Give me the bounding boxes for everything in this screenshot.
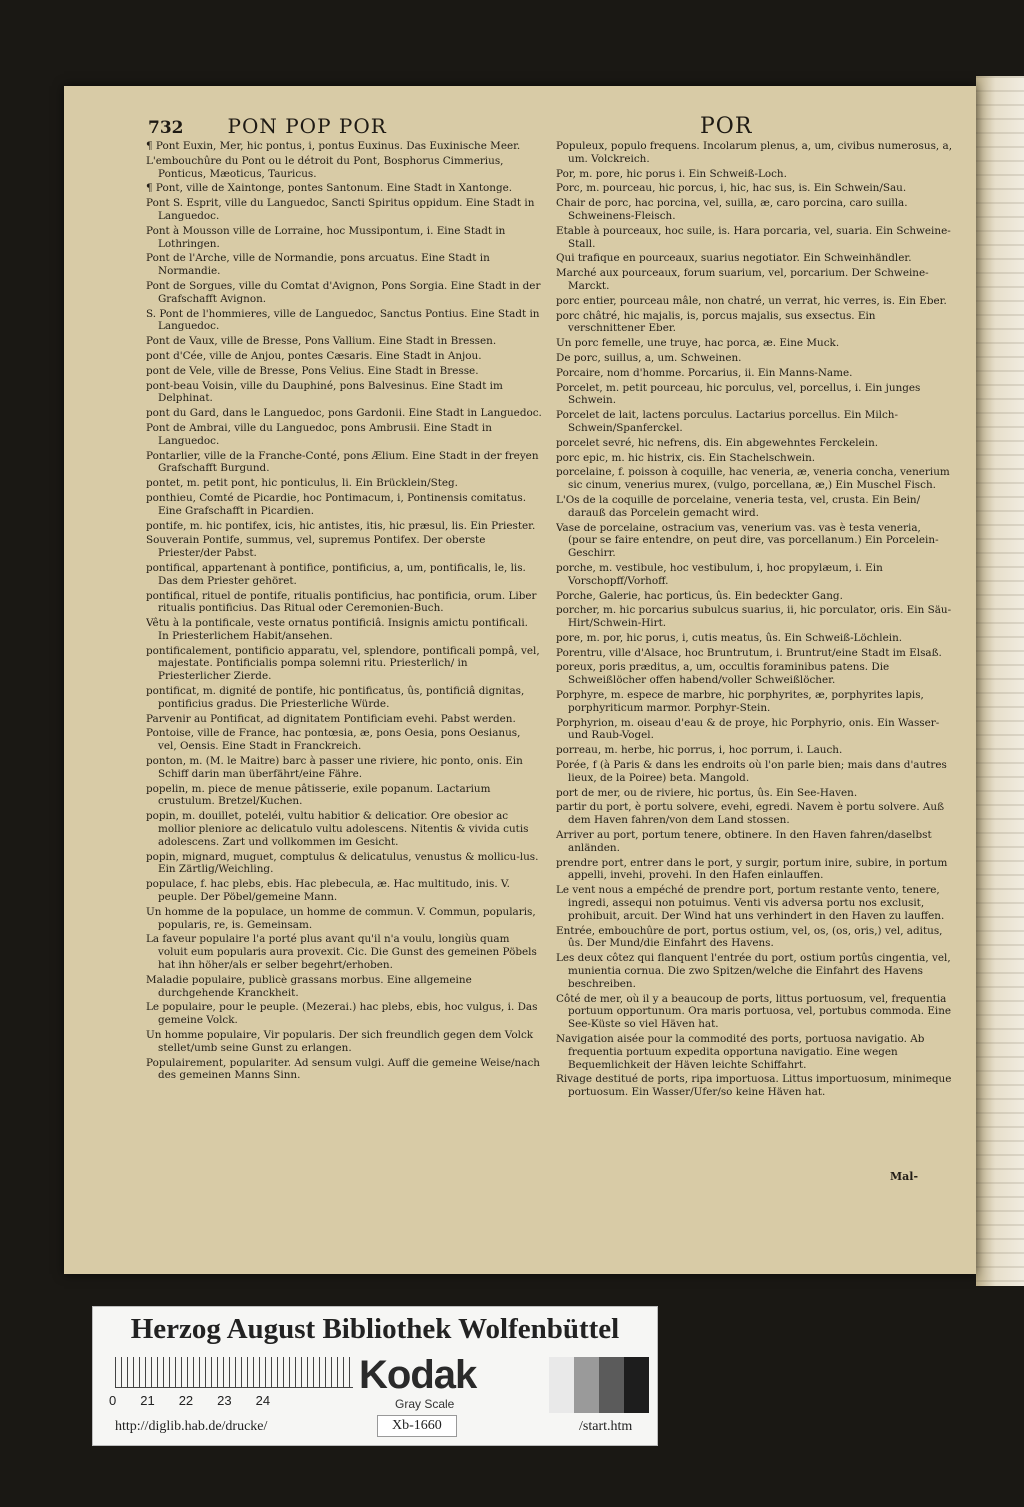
dictionary-entry: pontife, m. hic pontifex, icis, hic antistes, itis, hic præsul, lis. Ein Priester. [146,519,536,532]
dictionary-entry: Vêtu à la pontificale, veste ornatus pontificiâ. Insignis amictu pontificali. In Priesterlichem Habit/ansehen. [146,617,528,642]
dictionary-entry: pontifical, appartenant à pontifice, pontificius, a, um, pontificalis, le, lis. Das dem Priester gehöret. [146,561,526,587]
dictionary-entry: Marché aux pourceaux, forum suarium, vel, porcarium. Der Schweine-Marckt. [556,267,929,292]
dictionary-entry: pontifical, rituel de pontife, ritualis pontificius, hac pontificia, orum. Liber ritualis pontificius. Das Ritual oder Ceremonien-Buch. [146,589,537,615]
dictionary-entry: popin, m. douillet, poteléi, vultu habitior & delicatior. Ore obesior ac mollior pleniore ac delicatulo vultu adolescens. Nitentis & vivida cutis adolescens. Zart und vollkommen im Gesicht. [146,810,529,848]
dictionary-entry: S. Pont de l'hommieres, ville de Languedoc, Sanctus Pontius. Eine Stadt in Languedoc. [146,307,540,333]
dictionary-entry: Populeux, populo frequens. Incolarum plenus, a, um, civibus numerosus, a, um. Volckreich. [556,140,952,165]
dictionary-entry: porcher, m. hic porcarius subulcus suarius, ii, hic porculator, oris. Ein Säu-Hirt/Schwein-Hirt. [556,604,952,630]
color-target-card [92,1306,658,1446]
dictionary-entry: pontificat, m. dignité de pontife, hic pontificatus, ûs, pontificiâ dignitas, pontificius gradus. Die Priesterliche Würde. [146,685,525,710]
dictionary-entry: Porentru, ville d'Alsace, hoc Bruntrutum, i. Bruntrut/eine Stadt im Elsaß. [556,646,942,659]
dictionary-entry: porc epic, m. hic histrix, cis. Ein Stachelschwein. [556,451,816,464]
dictionary-entry: ¶ Pont Euxin, Mer, hic pontus, i, pontus Euxinus. Das Euxinische Meer. [146,140,521,152]
running-head-left: PON POP POR [227,114,387,138]
dictionary-entry: prendre port, entrer dans le port, y surgir, portum inire, subire, in portum appelli, invehi, provehi. In den Hafen einlauffen. [556,856,948,882]
dictionary-entry: L'embouchûre du Pont ou le détroit du Pont, Bosphorus Cimmerius, Ponticus, Mæoticus, Tauricus. [146,154,504,180]
dictionary-entry: Le populaire, pour le peuple. (Mezerai.) hac plebs, ebis, hoc vulgus, i. Das gemeine Volck. [146,1001,538,1027]
dictionary-entry: Porphyre, m. espece de marbre, hic porphyrites, æ, porphyrites lapis, porphyriticum marmor. Porphyr-Stein. [556,689,924,714]
library-name: Herzog August Bibliothek Wolfenbüttel [130,1313,620,1345]
dictionary-entry: pont-beau Voisin, ville du Dauphiné, pons Balvesinus. Eine Stadt im Delphinat. [146,379,503,405]
dictionary-entry: Pontarlier, ville de la Franche-Conté, pons Ælium. Eine Stadt in der freyen Grafschafft Burgund. [146,449,539,475]
dictionary-entry: Vase de porcelaine, ostracium vas, venerium vas. vas è testa veneria, (pour se faire entendre, on peut dire, vas porcellanum.) Ein Porcelein-Geschirr. [556,521,939,560]
dictionary-entry: Rivage destitué de ports, ripa importuosa. Littus importuosum, minimeque portuosum. Ein Wasser/Ufer/so keine Häven hat. [556,1073,952,1099]
dictionary-entry: Pont de Sorgues, ville du Comtat d'Avignon, Pons Sorgia. Eine Stadt in der Grafschafft Avignon. [146,279,541,305]
dictionary-entry: Etable à pourceaux, hoc suile, is. Hara porcaria, vel, suaria. Ein Schweine-Stall. [556,224,951,250]
dictionary-entry: pontificalement, pontificio apparatu, vel, splendore, pontificali pompâ, vel, majestate. Pontificialis pompa solemni ritu. Priesterlich/ in Priesterlicher Zierde. [146,644,540,683]
scale-number: 23 [217,1393,232,1408]
dictionary-entry: pont d'Cée, ville de Anjou, pontes Cæsaris. Eine Stadt in Anjou. [146,349,482,362]
dictionary-entry: Porcaire, nom d'homme. Porcarius, ii. Ein Manns-Name. [556,366,853,379]
dictionary-entry: Chair de porc, hac porcina, vel, suilla, æ, caro porcina, caro suilla. Schweinens-Fleisch. [556,197,908,222]
dictionary-entry: Pont S. Esprit, ville du Languedoc, Sancti Spiritus oppidum. Eine Stadt in Languedoc. [146,197,535,222]
dictionary-entry: Un porc femelle, une truye, hac porca, æ. Eine Muck. [556,337,840,350]
dictionary-entry: porc entier, pourceau mâle, non chatré, un verrat, hic verres, is. Ein Eber. [556,294,947,307]
dictionary-entry: L'Os de la coquille de porcelaine, veneria testa, vel, crusta. Ein Bein/ darauß das Porcelein gemacht wird. [556,493,921,519]
folio-number: 732 [148,118,184,138]
dictionary-entry: porcelaine, f. poisson à coquille, hac veneria, æ, veneria concha, venerium sic cinum, venerius murex, (vulgo, porcellana, æ,) Ein Muschel Fisch. [556,466,950,492]
dictionary-entry: Pont de l'Arche, ville de Normandie, pons arcuatus. Eine Stadt in Normandie. [146,252,490,278]
gray-patch [574,1357,599,1413]
running-head-right: POR [700,114,753,139]
dictionary-entry: popelin, m. piece de menue pâtisserie, exile popanum. Lactarium crustulum. Bretzel/Kuchen. [146,782,491,808]
gray-scale-label: Gray Scale [395,1397,455,1411]
dictionary-entry: Souverain Pontife, summus, vel, supremus Pontifex. Der oberste Priester/der Pabst. [146,534,486,560]
dictionary-entry: Porche, Galerie, hac porticus, ûs. Ein bedeckter Gang. [556,589,843,602]
dictionary-entry: La faveur populaire l'a porté plus avant qu'il n'a voulu, longiùs quam voluit eum popularis aura provexit. Cic. Die Gunst des gemeinen Pöbels hat ihn höher/als er selber begehrt/erhoben. [146,933,537,972]
dictionary-entry: Le vent nous a empéché de prendre port, portum restante vento, tenere, ingredi, assequi non potuimus. Venti vis adversa portu nos exclusit, prohibuit, arcuit. Der Wind hat uns verhindert in den Haven zu lauffen. [556,884,945,922]
dictionary-entry: Pont à Mousson ville de Lorraine, hoc Mussipontum, i. Eine Stadt in Lothringen. [146,224,506,250]
dictionary-entry: porcelet sevré, hic nefrens, dis. Ein abgewehntes Ferckelein. [556,436,879,449]
gray-patch [549,1357,574,1413]
page-edge [976,76,1024,1286]
dictionary-entry: porc châtré, hic majalis, is, porcus majalis, sus exsectus. Ein verschnittener Eber. [556,309,876,335]
dictionary-entry: Côté de mer, où il y a beaucoup de ports, littus portuosum, vel, frequentia portuum opportunum. Ora maris portuosa, vel, portubus commoda. Eine See-Küste so viel Häven hat. [556,992,952,1031]
url-left: http://diglib.hab.de/drucke/ [115,1419,268,1434]
scale-number: 0 [109,1393,117,1408]
page-header-left [148,114,548,138]
catchword: Mal- [890,1170,919,1183]
dictionary-entry: De porc, suillus, a, um. Schweinen. [556,351,742,364]
dictionary-entry: Navigation aisée pour la commodité des ports, portuosa navigatio. Ab frequentia portuum expedita opportuna navigatio. Eine wegen Bequemlichkeit der Häven leichte Schiffahrt. [556,1033,925,1071]
dictionary-entry: pontet, m. petit pont, hic ponticulus, li. Ein Brücklein/Steg. [146,477,458,490]
dictionary-entry: poreux, poris præditus, a, um, occultis foraminibus patens. Die Schweißlöcher offen habend/voller Schweißlöcher. [556,661,890,687]
dictionary-entry: Maladie populaire, publicè grassans morbus. Eine allgemeine durchgehende Kranckheit. [146,973,472,999]
ruler-scale [115,1357,353,1388]
dictionary-entry: pont du Gard, dans le Languedoc, pons Gardonii. Eine Stadt in Languedoc. [146,407,542,420]
dictionary-entry: popin, mignard, muguet, comptulus & delicatulus, venustus & mollicu-lus. Ein Zärtlig/Weichling. [146,850,539,876]
dictionary-entry: Arriver au port, portum tenere, obtinere. In den Haven fahren/daselbst anländen. [556,829,932,854]
dictionary-entry: ponthieu, Comté de Picardie, hoc Pontimacum, i, Pontinensis comitatus. Eine Grafschafft in Picardien. [146,491,527,517]
dictionary-entry: Porcelet de lait, lactens porculus. Lactarius porcellus. Ein Milch-Schwein/Spanferckel. [556,409,898,434]
dictionary-entry: Porcelet, m. petit pourceau, hic porculus, vel, porcellus, i. Ein junges Schwein. [556,381,921,407]
dictionary-entry: Porphyrion, m. oiseau d'eau & de proye, hic Porphyrio, onis. Ein Wasser- und Raub-Vogel. [556,716,940,742]
dictionary-entry: Populairement, populariter. Ad sensum vulgi. Auff die gemeine Weise/nach des gemeinen Manns Sinn. [146,1056,540,1082]
dictionary-entry: Porée, f (à Paris & dans les endroits où l'on parle bien; mais dans d'autres lieux, de la Poiree) beta. Mangold. [556,759,947,784]
dictionary-entry: Parvenir au Pontificat, ad dignitatem Pontificiam evehi. Pabst werden. [146,712,516,725]
dictionary-entry: pont de Vele, ville de Bresse, Pons Velius. Eine Stadt in Bresse. [146,364,479,377]
dictionary-entry: ponton, m. (M. le Maitre) barc à passer une riviere, hic ponto, onis. Ein Schiff darin man überfährt/eine Fähre. [146,755,523,780]
shelfmark: Xb-1660 [377,1415,457,1437]
dictionary-entry: port de mer, ou de riviere, hic portus, ûs. Ein See-Haven. [556,786,858,799]
dictionary-entry: Les deux côtez qui flanquent l'entrée du port, ostium portûs cingentia, vel, munientia cornua. Die zwo Spitzen/welche die Einfahrt des Havens beschreiben. [556,952,951,990]
gray-patches [549,1357,649,1413]
dictionary-entry: ¶ Pont, ville de Xaintonge, pontes Santonum. Eine Stadt in Xantonge. [146,182,513,195]
dictionary-entry: populace, f. hac plebs, ebis. Hac plebecula, æ. Hac multitudo, inis. V. peuple. Der Pöbel/gemeine Mann. [146,878,510,904]
dictionary-entry: Un homme de la populace, un homme de commun. V. Commun, popularis, popularis, re, is. Gemeinsam. [146,905,536,931]
dictionary-entry: Qui trafique en pourceaux, suarius negotiator. Ein Schweinhändler. [556,252,912,265]
scale-number: 24 [255,1393,271,1408]
dictionary-entry: Porc, m. pourceau, hic porcus, i, hic, hac sus, is. Ein Schwein/Sau. [556,182,907,195]
dictionary-entry: pore, m. por, hic porus, i, cutis meatus, ûs. Ein Schweiß-Löchlein. [556,631,903,644]
gray-patch [624,1357,649,1413]
dictionary-entry: Pont de Ambrai, ville du Languedoc, pons Ambrusii. Eine Stadt in Languedoc. [146,421,492,447]
right-column [556,140,952,1180]
dictionary-entry: Pont de Vaux, ville de Bresse, Pons Vallium. Eine Stadt in Bressen. [146,335,497,348]
gray-patch [599,1357,624,1413]
dictionary-entry: porreau, m. herbe, hic porrus, i, hoc porrum, i. Lauch. [556,744,843,757]
scale-number: 22 [178,1393,194,1408]
left-column [146,140,542,1180]
scale-number: 21 [140,1393,155,1408]
dictionary-entry: Un homme populaire, Vir popularis. Der sich freundlich gegen dem Volck stellet/umb seine Gunst zu erlangen. [146,1029,534,1054]
dictionary-entry: porche, m. vestibule, hoc vestibulum, i, hoc propylæum, i. Ein Vorschopff/Vorhoff. [556,561,883,587]
dictionary-entry: partir du port, è portu solvere, evehi, egredi. Navem è portu solvere. Auß dem Haven fahren/von dem Land stossen. [556,801,945,827]
dictionary-entry: Entrée, embouchûre de port, portus ostium, vel, os, (os, oris,) vel, aditus, ûs. Der Mund/die Einfahrt des Havens. [556,924,943,950]
kodak-logo: Kodak [359,1353,477,1397]
url-right: /start.htm [579,1419,633,1434]
dictionary-entry: Pontoise, ville de France, hac pontœsia, æ, pons Oesia, pons Oesianus, vel, Oensis. Eine Stadt in Franckreich. [146,727,521,753]
dictionary-entry: Por, m. pore, hic porus i. Ein Schweiß-Loch. [556,167,787,180]
